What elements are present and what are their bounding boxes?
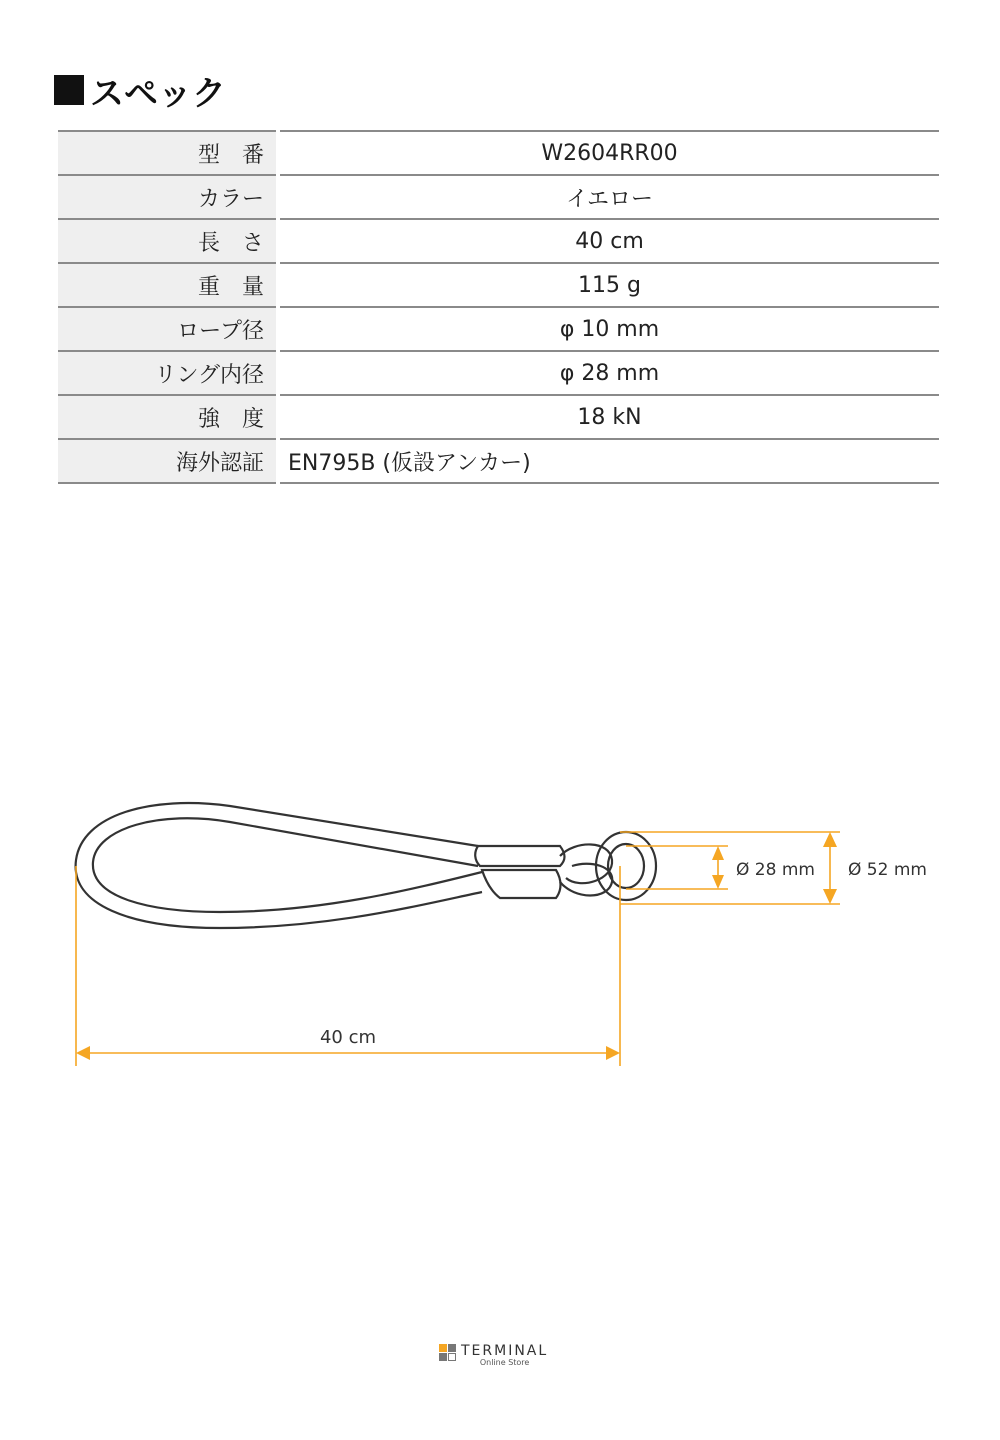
outer-arrow-top — [823, 832, 837, 847]
spec-label: 型 番 — [58, 131, 278, 175]
spec-label: リング内径 — [58, 351, 278, 395]
length-label: 40 cm — [319, 1027, 377, 1048]
spec-row — [58, 131, 939, 175]
spec-table — [58, 130, 939, 484]
metal-ring-inner — [608, 844, 644, 888]
brand-logo — [439, 1344, 548, 1367]
spec-row — [58, 263, 939, 307]
logo-subtitle: Online Store — [479, 1358, 530, 1367]
spec-row — [58, 175, 939, 219]
spec-row — [58, 219, 939, 263]
outer-diameter-label: Ø 52 mm — [848, 860, 927, 880]
spec-value: EN795B (仮設アンカー) — [278, 439, 939, 483]
spec-label: 強 度 — [58, 395, 278, 439]
spec-value: 18 kN — [278, 395, 939, 439]
spec-value: 115 g — [278, 263, 939, 307]
rope-loop-inner — [93, 818, 482, 912]
square-icon — [54, 75, 84, 105]
rope-sleeve — [475, 846, 564, 866]
spec-label: 重 量 — [58, 263, 278, 307]
spec-row — [58, 307, 939, 351]
spec-value: φ 10 mm — [278, 307, 939, 351]
section-heading — [54, 66, 226, 114]
inner-arrow-bottom — [712, 875, 724, 889]
logo-name: TERMINAL — [461, 1343, 549, 1359]
spec-row — [58, 439, 939, 483]
spec-value: W2604RR00 — [278, 131, 939, 175]
product-dimension-drawing — [0, 780, 1000, 1080]
spec-label: 長 さ — [58, 219, 278, 263]
spec-value: イエロー — [278, 175, 939, 219]
spec-label: カラー — [58, 175, 278, 219]
inner-diameter-label: Ø 28 mm — [736, 860, 815, 880]
spec-label: ロープ径 — [58, 307, 278, 351]
logo-mark-icon — [439, 1344, 457, 1362]
length-arrow-left — [76, 1046, 90, 1060]
spec-value: φ 28 mm — [278, 351, 939, 395]
spec-row — [58, 395, 939, 439]
outer-arrow-bottom — [823, 889, 837, 904]
spec-label: 海外認証 — [58, 439, 278, 483]
rope-sleeve-lower — [482, 870, 561, 898]
spec-row — [58, 351, 939, 395]
section-heading-text: スペック — [90, 73, 226, 114]
spec-value: 40 cm — [278, 219, 939, 263]
length-arrow-right — [606, 1046, 620, 1060]
inner-arrow-top — [712, 846, 724, 860]
